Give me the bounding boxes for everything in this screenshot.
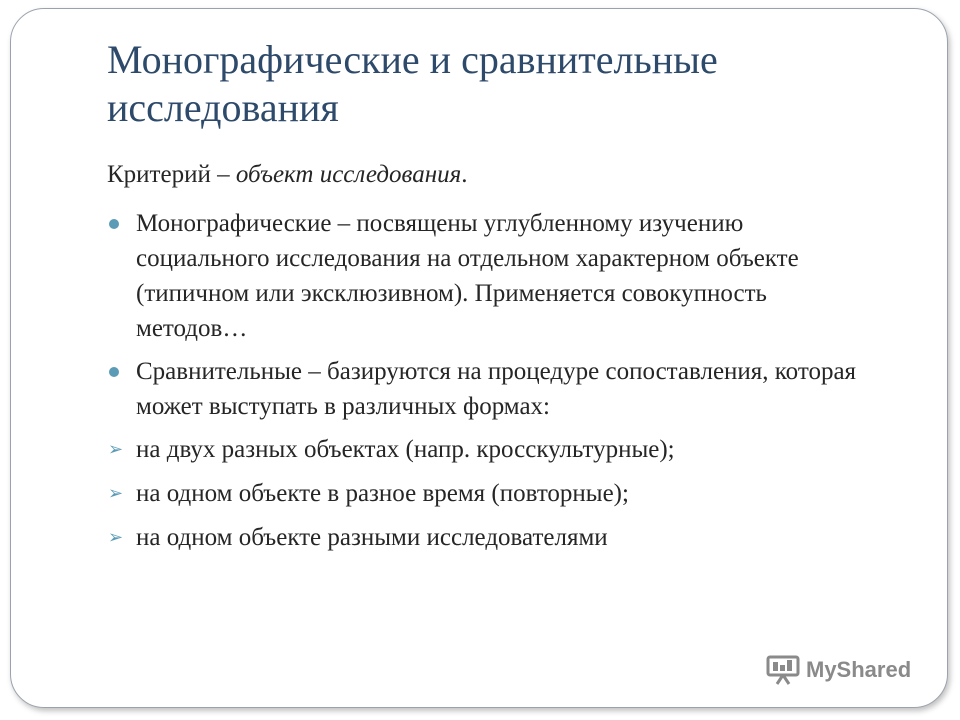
slide-title: Монографические и сравнительные исследования — [107, 37, 718, 130]
sub-item — [107, 476, 867, 511]
sub-item-text: на одном объекте разными исследователями — [136, 524, 608, 551]
sub-item — [107, 520, 867, 555]
arrow-bullet-icon: ➢ — [108, 439, 124, 460]
circle-bullet-icon — [109, 219, 119, 229]
criterion-label: Критерий – — [107, 161, 236, 188]
arrow-bullet-icon: ➢ — [108, 483, 124, 504]
bullet-item — [107, 206, 867, 346]
arrow-bullet-icon: ➢ — [108, 527, 124, 548]
myshared-watermark — [766, 655, 911, 685]
criterion-line — [107, 158, 867, 192]
presentation-board-icon — [766, 655, 800, 685]
slide-content — [107, 158, 867, 564]
circle-bullet-icon — [109, 367, 119, 377]
bullet-item — [107, 354, 867, 424]
sub-item-text: на двух разных объектах (напр. кросскультурные); — [136, 436, 675, 463]
criterion-value: объект исследования — [235, 161, 462, 188]
bullet-text: Сравнительные – базируются на процедуре сопоставления, которая может выступать в различных формах: — [136, 358, 857, 420]
sub-item — [107, 432, 867, 467]
criterion-end: . — [461, 161, 468, 188]
sub-item-text: на одном объекте в разное время (повторные); — [136, 480, 629, 507]
watermark-text: MyShared — [806, 657, 912, 682]
bullet-text: Монографические – посвящены углубленному изучению социального исследования на отдельном характерном объекте (типичном или эксклюзивном). Применяется совокупность методов… — [136, 210, 799, 342]
